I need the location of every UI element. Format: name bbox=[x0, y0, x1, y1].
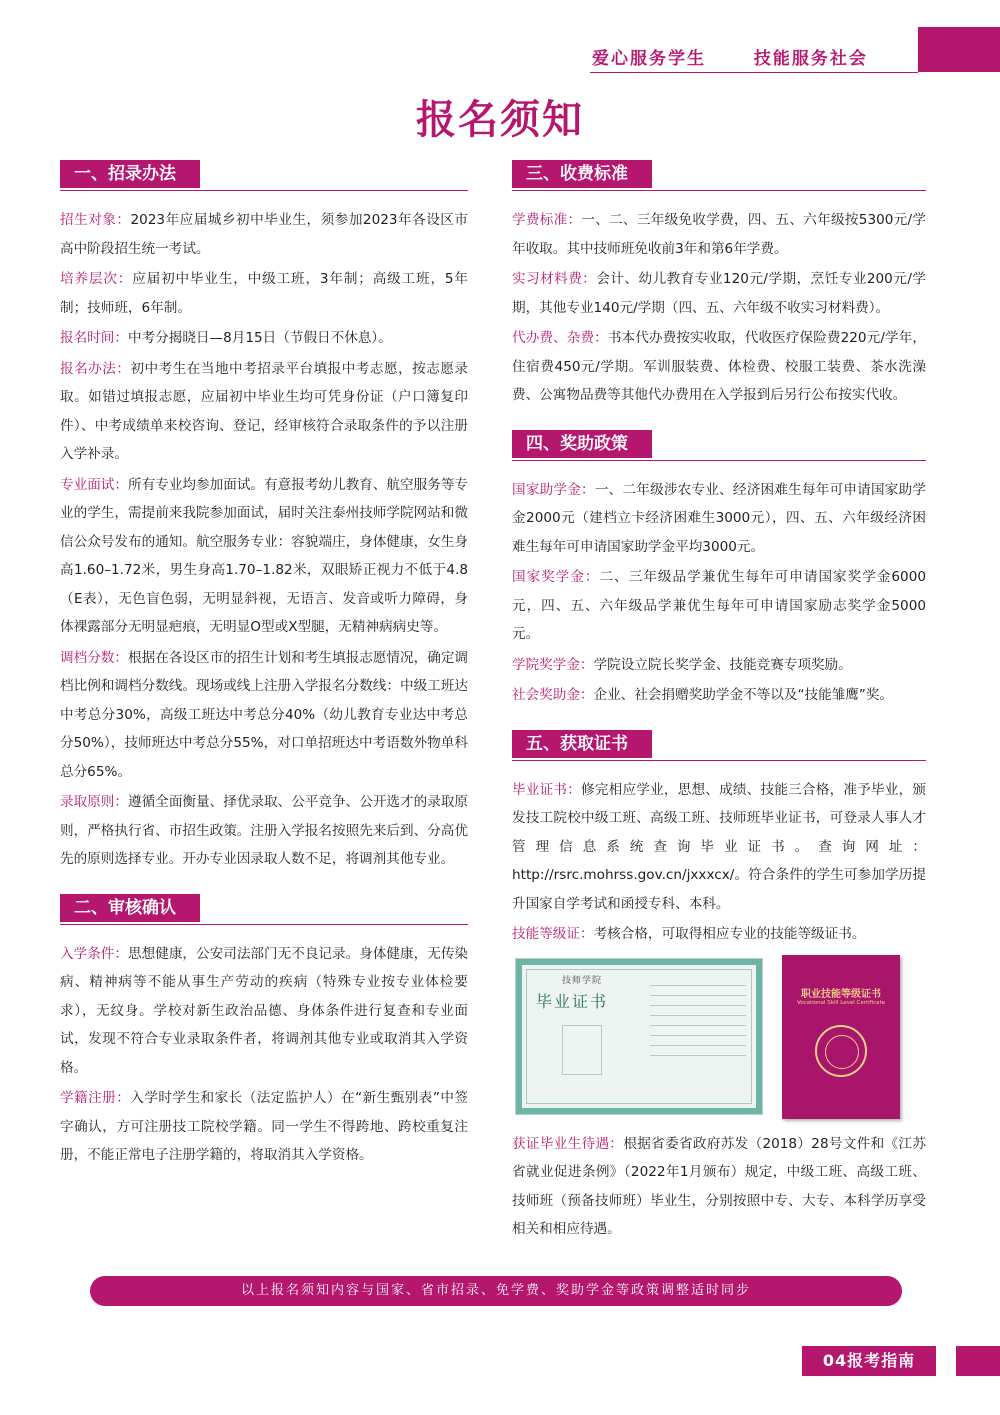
section-header bbox=[60, 160, 468, 188]
section-title: 二、审核确认 bbox=[60, 894, 200, 922]
item-text: 入学时学生和家长（法定监护人）在“新生甄别表”中签字确认，方可注册技工院校学籍。同一学生不得跨地、跨校重复注册，不能正常电子注册学籍的，将取消其入学资格。 bbox=[60, 1090, 468, 1163]
item-method bbox=[60, 355, 468, 469]
vocational-certificate-image bbox=[782, 955, 900, 1119]
header-slogan bbox=[592, 44, 868, 69]
section-header bbox=[512, 430, 926, 458]
item-tuition bbox=[512, 206, 926, 263]
item-term: 专业面试： bbox=[60, 476, 129, 493]
item-term: 入学条件： bbox=[60, 945, 129, 962]
item-registration bbox=[60, 1084, 468, 1170]
header-rule bbox=[590, 72, 918, 73]
section-certificates bbox=[512, 730, 926, 1244]
item-text: 一、二、三年级免收学费，四、五、六年级按5300元/学年收取。其中技师班免收前3年和第6年学费。 bbox=[512, 212, 926, 257]
item-national-scholarship bbox=[512, 563, 926, 649]
item-term: 国家助学金： bbox=[512, 481, 595, 498]
graduation-certificate-image bbox=[516, 959, 762, 1114]
header-color-block bbox=[918, 27, 1000, 72]
footer-color-block bbox=[956, 1346, 1000, 1376]
item-text: 根据省委省政府苏发（2018）28号文件和《江苏省就业促进条例》（2022年1月颁布）规定，中级工班、高级工班、技师班（预备技师班）毕业生，分别按照中专、大专、本科学历享受相关和相应待遇。 bbox=[512, 1135, 926, 1237]
item-national-grant bbox=[512, 476, 926, 562]
item-term: 报名时间： bbox=[60, 330, 128, 346]
cert-title: 职业技能等级证书 bbox=[801, 988, 881, 1000]
item-time bbox=[60, 324, 468, 353]
section-header bbox=[512, 730, 926, 758]
item-text: 修完相应学业，思想、成绩、技能三合格，准予毕业，颁发技工院校中级工班、高级工班、技师班毕业证书，可登录人事人才管理信息系统查询毕业证书。查询网址：http://rsrc.mohrss.gov.cn/jxxxcx/。符合条件的学生可参加学历提升国家自学考试和函授专科、本科。 bbox=[512, 781, 927, 912]
item-term: 招生对象： bbox=[60, 212, 131, 228]
item-graduate-benefits bbox=[512, 1130, 926, 1244]
item-text: 应届初中毕业生，中级工班，3年制；高级工班，5年制；技师班，6年制。 bbox=[60, 271, 469, 316]
item-term: 获证毕业生待遇： bbox=[512, 1135, 624, 1152]
cert-school-name: 技师学院 bbox=[562, 975, 603, 986]
item-term: 报名办法： bbox=[60, 360, 131, 377]
cert-text-lines bbox=[650, 985, 746, 1065]
section-rule bbox=[60, 924, 468, 925]
item-term: 技能等级证： bbox=[512, 926, 594, 942]
item-target bbox=[60, 206, 468, 263]
item-principles bbox=[60, 788, 468, 874]
item-text: 中考分揭晓日—8月15日（节假日不休息）。 bbox=[127, 330, 392, 346]
section-rule bbox=[512, 760, 926, 761]
slogan-left: 爱心服务学生 bbox=[592, 49, 706, 69]
section-title: 四、奖助政策 bbox=[512, 430, 652, 458]
footer-banner: 以上报名须知内容与国家、省市招录、免学费、奖助学金等政策调整适时同步 bbox=[90, 1276, 902, 1306]
item-term: 社会奖助金： bbox=[512, 687, 594, 703]
item-text: 考核合格，可取得相应专业的技能等级证书。 bbox=[593, 926, 866, 942]
section-rule bbox=[60, 190, 468, 191]
item-text: 所有专业均参加面试。有意报考幼儿教育、航空服务等专业的学生，需提前来我院参加面试，届时关注泰州技师学院网站和微信公众号发布的通知。航空服务专业：容貌端庄，身体健康，女生身高1.60–1.72米，男生身高1.70–1.82米，双眼矫正视力不低于4.8（E表），无色盲色弱，无明显斜视，无语言、发音或听力障碍，身体裸露部分无明显疤痕，无明显O型或X型腿，无精神病病史等。 bbox=[60, 476, 469, 635]
item-interview bbox=[60, 471, 468, 642]
section-title: 三、收费标准 bbox=[512, 160, 652, 188]
cert-photo-box bbox=[562, 1025, 602, 1075]
item-text: 遵循全面衡量、择优录取、公平竞争、公开选才的录取原则，严格执行省、市招生政策。注册入学报名按照先来后到、分高优先的原则选择专业。开办专业因录取人数不足，将调剂其他专业。 bbox=[60, 794, 469, 867]
page-label: 04报考指南 bbox=[802, 1346, 936, 1376]
section-header bbox=[512, 160, 926, 188]
item-conditions bbox=[60, 940, 468, 1083]
item-graduation-cert bbox=[512, 776, 926, 919]
item-text: 二、三年级品学兼优生每年可申请国家奖学金6000元，四、五、六年级品学兼优生每年可申请国家励志奖学金5000元。 bbox=[512, 569, 927, 642]
seal-emblem bbox=[815, 1025, 867, 1077]
item-text: 初中考生在当地中考招录平台填报中考志愿，按志愿录取。如错过填报志愿，应届初中毕业生均可凭身份证（户口簿复印件）、中考成绩单来校咨询、登记，经审核符合录取条件的予以注册入学补录。 bbox=[60, 360, 469, 462]
item-term: 学费标准： bbox=[512, 212, 582, 228]
item-college-scholarship bbox=[512, 651, 926, 680]
item-text: 根据在各设区市的招生计划和考生填报志愿情况，确定调档比例和调档分数线。现场或线上注册入学报名分数线：中级工班达中考总分30%，高级工班达中考总分40%（幼儿教育专业达中考总分50%），技师班达中考总分55%，对口单招班达中考语数外物单科总分65%。 bbox=[60, 649, 469, 780]
section-review bbox=[60, 894, 468, 1170]
item-text: 会计、幼儿教育专业120元/学期，烹饪专业200元/学期，其他专业140元/学期（四、五、六年级不收实习材料费）。 bbox=[512, 271, 926, 316]
cert-title: 毕业证书 bbox=[536, 991, 609, 1011]
item-term: 培养层次： bbox=[60, 271, 133, 287]
item-term: 学籍注册： bbox=[60, 1090, 131, 1106]
section-fees bbox=[512, 160, 926, 410]
item-term: 国家奖学金： bbox=[512, 569, 600, 585]
slogan-right: 技能服务社会 bbox=[753, 49, 868, 69]
certificate-images bbox=[512, 955, 926, 1120]
item-term: 毕业证书： bbox=[512, 781, 582, 798]
item-scores bbox=[60, 644, 468, 787]
item-text: 一、二年级涉农专业、经济困难生每年可申请国家助学金2000元（建档立卡经济困难生3000元），四、五、六年级经济困难生每年可申请国家助学金平均3000元。 bbox=[512, 481, 926, 555]
item-term: 录取原则： bbox=[60, 794, 129, 810]
item-social-aid bbox=[512, 681, 926, 710]
item-text: 思想健康，公安司法部门无不良记录。身体健康，无传染病、精神病等不能从事生产劳动的疾病（特殊专业按专业体检要求），无纹身。学校对新生政治品德、身体条件进行复查和专业面试，发现不符合专业录取条件者，将调剂其他专业或取消其入学资格。 bbox=[60, 945, 469, 1076]
left-column bbox=[60, 160, 468, 1190]
item-text: 2023年应届城乡初中毕业生，须参加2023年各设区市高中阶段招生统一考试。 bbox=[60, 212, 468, 257]
item-term: 代办费、杂费： bbox=[512, 330, 608, 346]
item-text: 企业、社会捐赠奖助学金不等以及“技能雏鹰”奖。 bbox=[593, 687, 894, 703]
item-text: 书本代办费按实收取，代收医疗保险费220元/学年，住宿费450元/学期。军训服装费、体检费、校服工装费、茶水洗澡费、公寓物品费等其他代办费用在入学报到后另行公布按实代收。 bbox=[512, 330, 926, 403]
item-text: 学院设立院长奖学金、技能竞赛专项奖励。 bbox=[593, 656, 852, 673]
section-rule bbox=[512, 190, 926, 191]
item-term: 调档分数： bbox=[60, 649, 129, 666]
section-enrollment bbox=[60, 160, 468, 874]
item-agency-fees bbox=[512, 324, 926, 410]
item-levels bbox=[60, 265, 468, 322]
section-rule bbox=[512, 460, 926, 461]
cert-title-en: Vocational Skill Level Certificate bbox=[796, 999, 886, 1006]
item-term: 学院奖学金： bbox=[512, 656, 594, 673]
section-title: 五、获取证书 bbox=[512, 730, 652, 758]
page-title: 报名须知 bbox=[416, 97, 584, 143]
item-term: 实习材料费： bbox=[512, 271, 597, 287]
section-header bbox=[60, 894, 468, 922]
item-skill-cert bbox=[512, 920, 926, 949]
right-column bbox=[512, 160, 926, 1264]
section-aid bbox=[512, 430, 926, 710]
item-materials bbox=[512, 265, 926, 322]
section-title: 一、招录办法 bbox=[60, 160, 200, 188]
